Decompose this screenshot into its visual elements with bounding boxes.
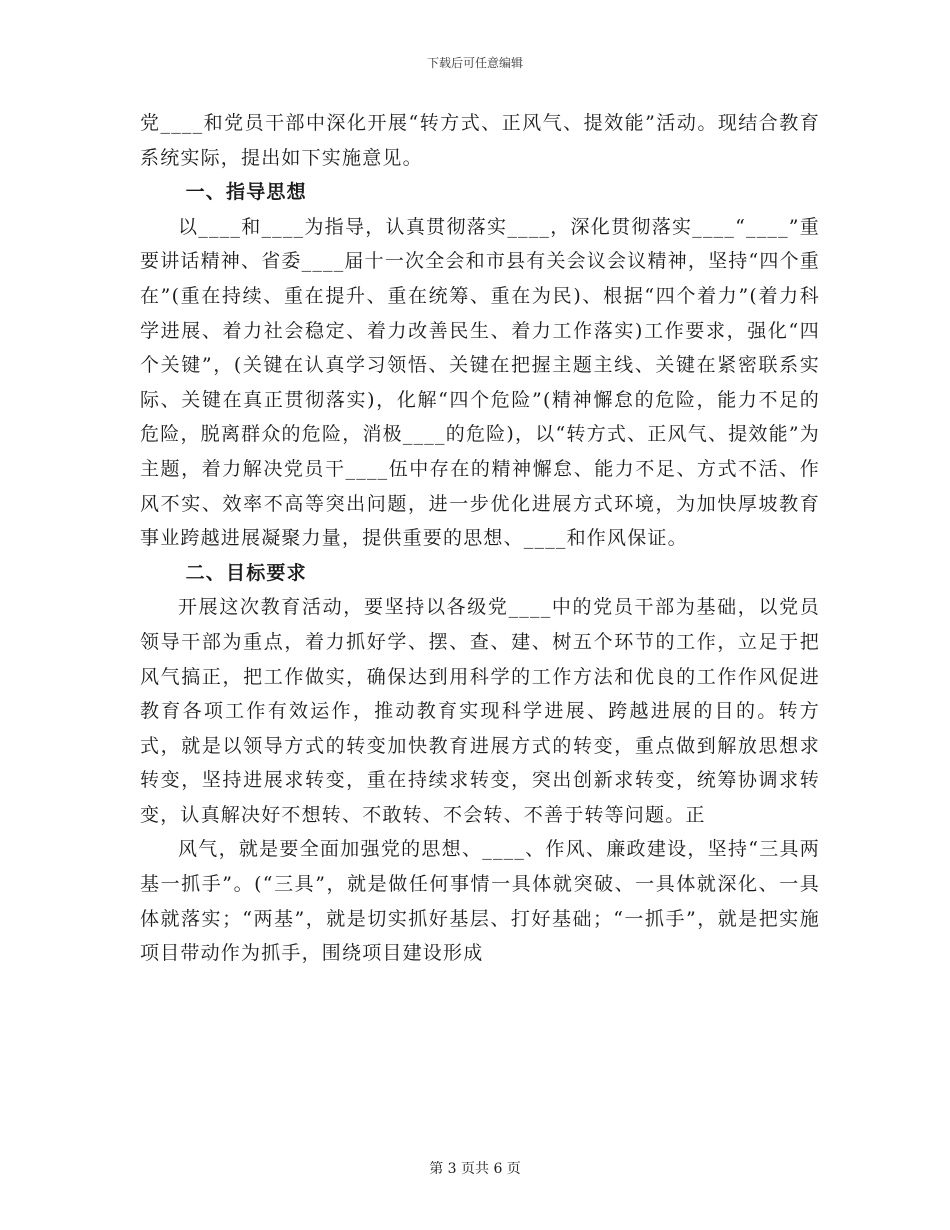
page-footer: 第 3 页共 6 页 [429,1161,521,1177]
page-header: 下载后可任意编辑 [426,56,523,70]
section-heading-target-requirements: 二、目标要求 [185,561,307,584]
intro-paragraph: 党____和党员干部中深化开展“转方式、正风气、提效能”活动。现结合教育系统实际，提出如下实施意见。 [140,112,820,169]
target-requirements-paragraph-1: 开展这次教育活动，要坚持以各级党____中的党员干部为基础，以党员领导干部为重点，着力抓好学、摆、查、建、树五个环节的工作，立足于把风气搞正，把工作做实，确保达到用科学的工作方法和优良的工作作风促进教育各项工作有效运作，推动教育实现科学进展、跨越进展的目的。转方式，就是以领导方式的转变加快教育进展方式的转变，重点做到解放思想求转变，坚持进展求转变，重在持续求转变，突出创新求转变，统筹协调求转变，认真解决好不想转、不敢转、不会转、不善于转等问题。正 [140,596,820,826]
document-body [140,106,820,971]
guiding-ideology-paragraph: 以____和____为指导，认真贯彻落实____，深化贯彻落实____“____”重要讲话精神、省委____届十一次全会和市县有关会议会议精神，坚持“四个重在”(重在持续、重在提升、重在统筹、重在为民)、根据“四个着力”(着力科学进展、着力社会稳定、着力改善民生、着力工作落实)工作要求，强化“四个关键”，(关键在认真学习领悟、关键在把握主题主线、关键在紧密联系实际、关键在真正贯彻落实)，化解“四个危险”(精神懈怠的危险，能力不足的危险，脱离群众的危险，消极____的危险)，以“转方式、正风气、提效能”为主题，着力解决党员干____伍中存在的精神懈怠、能力不足、方式不活、作风不实、效率不高等突出问题，进一步优化进展方式环境，为加快厚坡教育事业跨越进展凝聚力量，提供重要的思想、____和作风保证。 [140,215,820,550]
section-heading-guiding-ideology: 一、指导思想 [185,181,307,204]
target-requirements-paragraph-2: 风气，就是要全面加强党的思想、____、作风、廉政建设，坚持“三具两基一抓手”。(“三具”，就是做任何事情一具体就突破、一具体就深化、一具体就落实；“两基”，就是切实抓好基层、打好基础；“一抓手”，就是把实施项目带动作为抓手，围绕项目建设形成 [140,838,820,965]
